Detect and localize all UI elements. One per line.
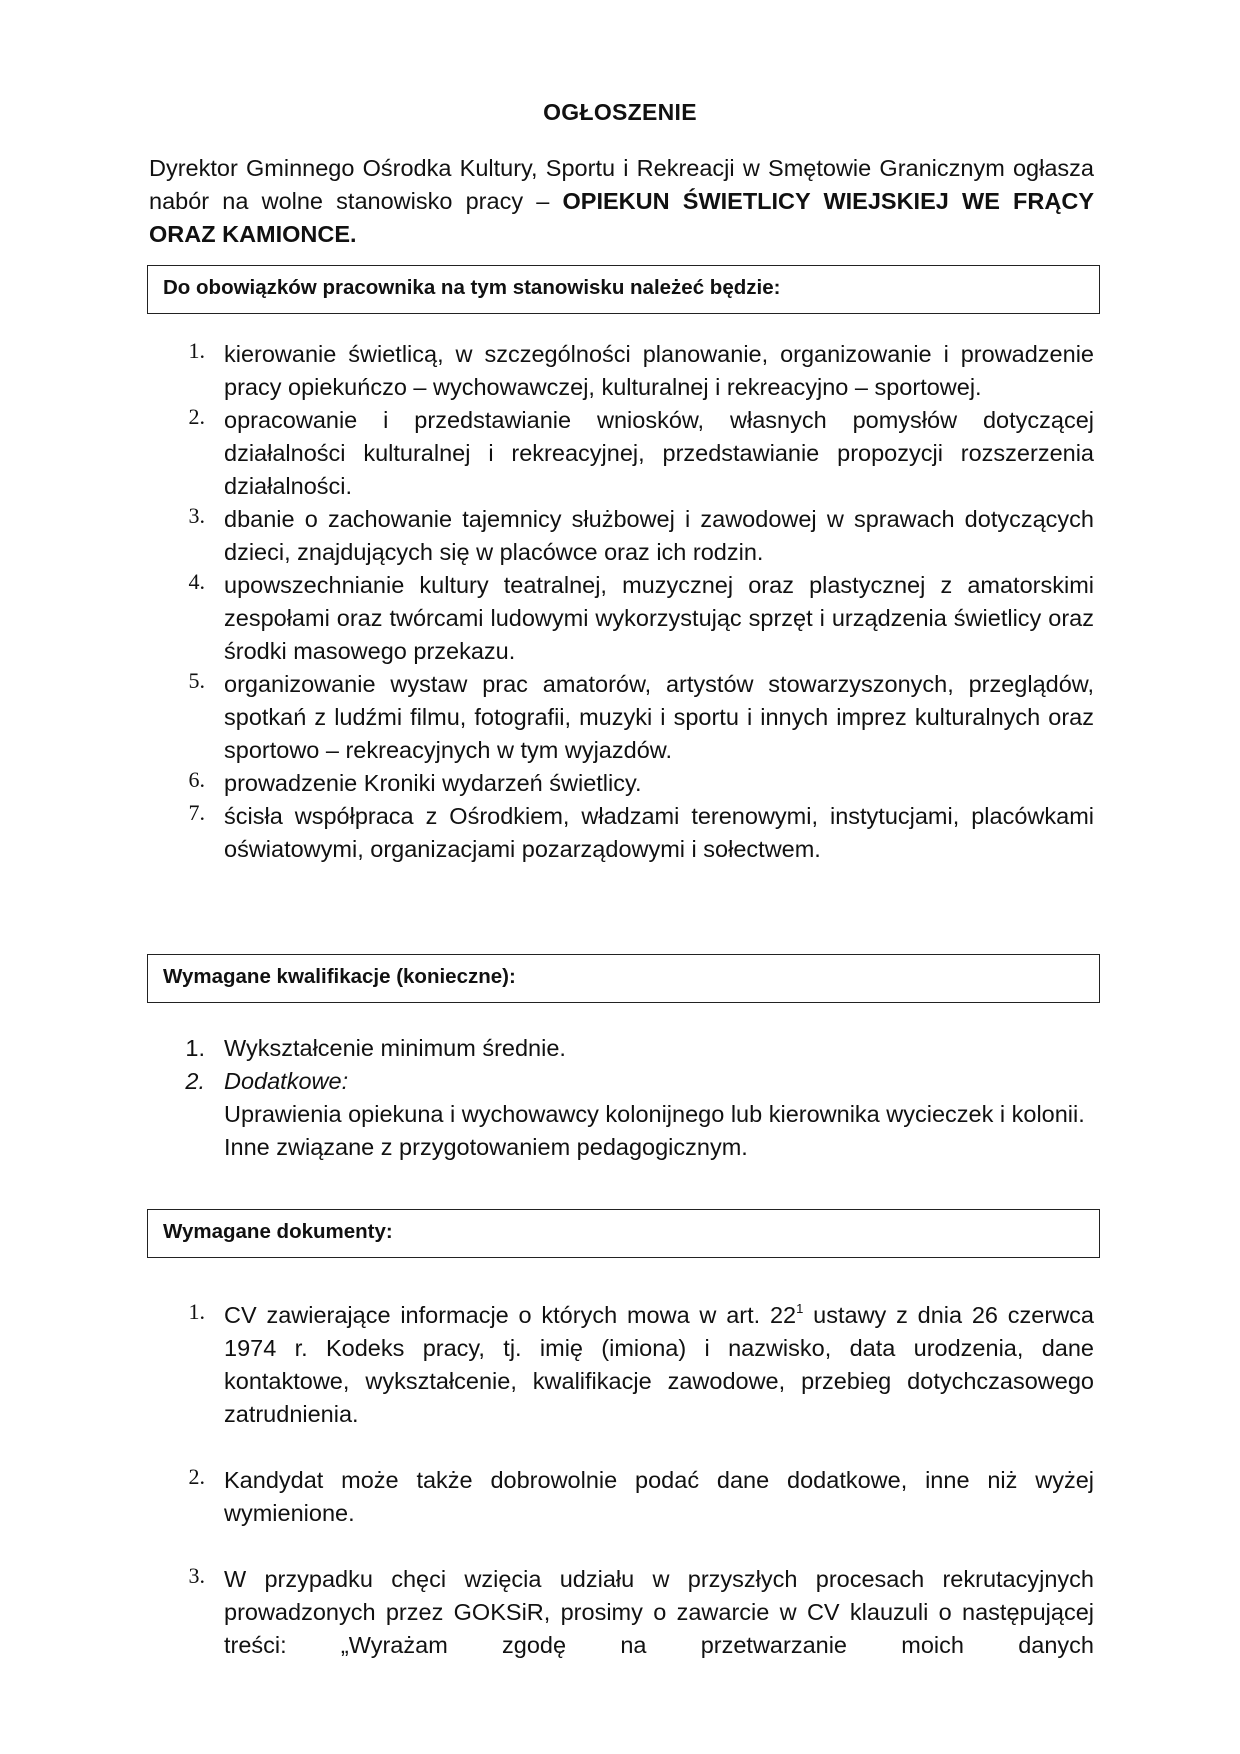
list-number: 1. [185,1035,205,1061]
list-text: upowszechnianie kultury teatralnej, muzycznej oraz plastycznej z amatorskimi zespołami oraz twórcami ludowymi wykorzystując sprzęt i urządzenia świetlicy oraz środki masowego przekazu. [224,572,1094,664]
list-number: 1. [188,338,205,363]
list-number: 6. [188,767,205,792]
list-text: W przypadku chęci wzięcia udziału w przyszłych procesach rekrutacyjnych prowadzonych przez GOKSiR, prosimy o zawarcie w CV klauzuli o następującej treści: „Wyrażam zgodę na przetwarzanie moich danych [224,1566,1094,1658]
list-text: opracowanie i przedstawianie wniosków, własnych pomysłów dotyczącej działalności kulturalnej i rekreacyjnej, przedstawianie propozycji rozszerzenia działalności. [224,407,1094,499]
qualifications-heading-box: Wymagane kwalifikacje (konieczne): [147,954,1100,1003]
list-text-part: ustawy z dnia 26 czerwca 1974 r. Kodeks pracy, tj. imię (imiona) i nazwisko, data urodzenia, dane kontaktowe, wykształcenie, kwalifikacje zawodowe, przebieg dotychczasowego zatrudnienia. [224,1302,1094,1427]
list-item [0,1464,1094,1530]
qualifications-list [0,1032,1085,1164]
intro-text: Dyrektor Gminnego Ośrodka Kultury, Sportu i Rekreacji w Smętowie Granicznym ogłasza nabór na wolne stanowisko pracy – [149,155,1094,214]
list-text: ścisła współpraca z Ośrodkiem, władzami terenowymi, instytucjami, placówkami oświatowymi, organizacjami pozarządowymi i sołectwem. [224,803,1094,862]
documents-list [0,1299,1094,1431]
documents-list-3 [0,1563,1094,1662]
list-item [0,1563,1094,1662]
duties-heading-box: Do obowiązków pracownika na tym stanowisku należeć będzie: [147,265,1100,314]
list-number: 2. [185,1068,205,1094]
list-text: prowadzenie Kroniki wydarzeń świetlicy. [224,770,642,796]
list-text [224,1299,1094,1431]
list-text: Uprawienia opiekuna i wychowawcy kolonijnego lub kierownika wycieczek i kolonii. [224,1101,1085,1127]
list-number: 7. [188,800,205,825]
list-text: Kandydat może także dobrowolnie podać dane dodatkowe, inne niż wyżej wymienione. [224,1467,1094,1526]
list-text: Wykształcenie minimum średnie. [224,1035,566,1061]
list-number: 3. [188,1563,205,1588]
list-item [0,668,1094,767]
list-text: dbanie o zachowanie tajemnicy służbowej i zawodowej w sprawach dotyczących dzieci, znajdujących się w placówce oraz ich rodzin. [224,506,1094,565]
list-text: kierowanie świetlicą, w szczególności planowanie, organizowanie i prowadzenie pracy opiekuńczo – wychowawczej, kulturalnej i rekreacyjno – sportowej. [224,341,1094,400]
list-item [0,767,870,800]
intro-position-name: OPIEKUN ŚWIETLICY WIEJSKIEJ WE FRĄCY ORAZ KAMIONCE. [149,188,1094,247]
list-item [0,503,1094,569]
list-text-label: Dodatkowe: [224,1068,349,1094]
intro-paragraph [149,152,1094,251]
list-text-part: CV zawierające informacje o których mowa w art. 22 [224,1302,797,1328]
list-number: 4. [188,569,205,594]
page-title: OGŁOSZENIE [543,99,697,125]
list-number: 1. [188,1299,205,1324]
list-item [0,569,1094,668]
list-item [0,338,1094,404]
list-number: 5. [188,668,205,693]
superscript: 1 [796,1301,804,1316]
list-item [0,1065,1085,1164]
list-item [0,404,1094,503]
documents-list-2 [0,1464,1094,1530]
list-text: organizowanie wystaw prac amatorów, artystów stowarzyszonych, przeglądów, spotkań z ludźmi filmu, fotografii, muzyki i sportu i innych imprez kulturalnych oraz sportowo – rekreacyjnych w tym wyjazdów. [224,671,1094,763]
list-text: Inne związane z przygotowaniem pedagogicznym. [224,1134,748,1160]
list-number: 2. [188,1464,205,1489]
documents-heading-box: Wymagane dokumenty: [147,1209,1100,1258]
duties-list [0,338,1094,866]
list-item [0,800,1094,866]
list-number: 3. [188,503,205,528]
list-item [0,1299,1094,1431]
list-item [0,1032,870,1065]
list-number: 2. [188,404,205,429]
